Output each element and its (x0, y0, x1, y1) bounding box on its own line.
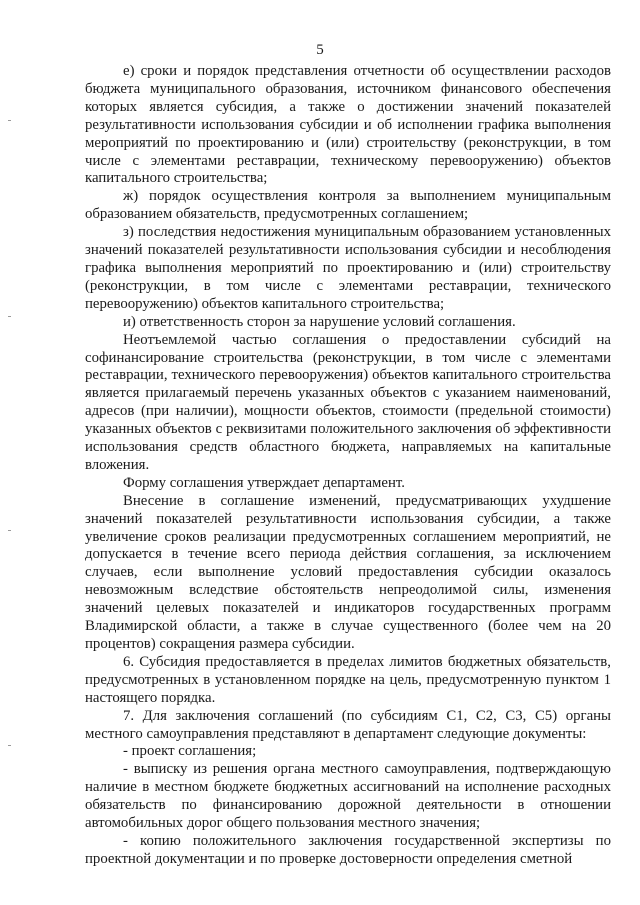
paragraph-agreement-form: Форму соглашения утверждает департамент. (123, 474, 405, 491)
page-number: 5 (316, 42, 324, 58)
paragraph-section-7: 7. Для заключения соглашений (по субсидиям С1, С2, С3, С5) органы местного самоуправления представляют в департамент следующие документы: (85, 707, 611, 742)
paragraph-section-6: 6. Субсидия предоставляется в пределах лимитов бюджетных обязательств, предусмотренных в установленном порядке на цель, предусмотренную пунктом 1 настоящего порядка. (85, 653, 611, 706)
document-body (85, 63, 611, 869)
paragraph-e-reporting: е) сроки и порядок представления отчетности об осуществлении расходов бюджета муниципального образования, источником финансового обеспечения которых является субсидия, а также о достижении значений показателей результативности использования субсидии и об исполнении графика выполнения мероприятий по проектированию и (или) строительству (реконструкции, в том числе с элементами реставрации, техническому перевооружению) объектов капитального строительства; (85, 63, 611, 187)
list-item-draft-agreement: - проект соглашения; (123, 743, 257, 760)
paragraph-z-consequences: з) последствия недостижения муниципальным образованием установленных значений показателей результативности использования субсидии и несоблюдения графика выполнения мероприятий по проектированию и (или) строительству (реконструкции, в том числе с элементами реставрации, технического перевооружению) объектов капитального строительства; (85, 224, 611, 312)
list-item-expertise-copy: - копию положительного заключения государственной экспертизы по проектной документации и по проверке достоверности определения сметной (85, 832, 611, 867)
paragraph-zh-control: ж) порядок осуществления контроля за выполнением муниципальным образованием обязательств, предусмотренных соглашением; (85, 188, 611, 223)
paragraph-i-responsibility: и) ответственность сторон за нарушение условий соглашения. (123, 313, 516, 330)
margin-mark (8, 745, 11, 746)
margin-mark (8, 316, 11, 317)
margin-mark (8, 120, 11, 121)
paragraph-objects-list: Неотъемлемой частью соглашения о предоставлении субсидий на софинансирование строительства (реконструкции, в том числе с элементами реставрации, технического перевооружения) объектов капитального строительства является прилагаемый перечень указанных объектов с указанием наименований, адресов (при наличии), мощности объектов, стоимости (предельной стоимости) указанных объектов с реквизитами положительного заключения об эффективности использования средств областного бюджета, направляемых на капитальные вложения. (85, 331, 611, 473)
list-item-decision-extract: - выписку из решения органа местного самоуправления, подтверждающую наличие в местном бюджете бюджетных ассигнований на исполнение расходных обязательств по финансированию дорожной деятельности в отношении автомобильных дорог общего пользования местного значения; (85, 761, 611, 832)
paragraph-amendments: Внесение в соглашение изменений, предусматривающих ухудшение значений показателей результативности использования субсидии, а также увеличение сроков реализации предусмотренных соглашением мероприятий, не допускается в течение всего периода действия соглашения, за исключением случаев, если выполнение условий предоставления субсидии оказалось невозможным вследствие обстоятельств непреодолимой силы, изменения значений целевых показателей и индикаторов государственных программ Владимирской области, а также в случае существенного (более чем на 20 процентов) сокращения размера субсидии. (85, 492, 611, 652)
margin-mark (8, 530, 11, 531)
